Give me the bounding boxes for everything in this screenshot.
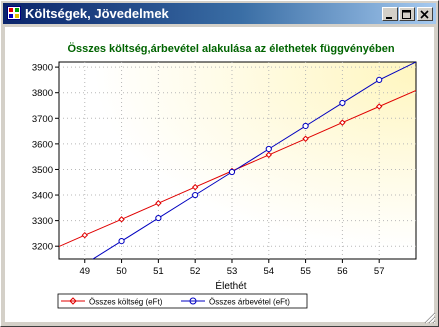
y-tick-label: 3500 bbox=[31, 164, 53, 176]
x-tick-label: 51 bbox=[153, 266, 164, 277]
close-icon bbox=[418, 9, 432, 21]
x-tick-label: 49 bbox=[79, 266, 91, 277]
data-point-revenue bbox=[119, 238, 124, 243]
x-tick-label: 53 bbox=[226, 266, 238, 277]
chart-area bbox=[5, 27, 434, 322]
plot-area bbox=[59, 62, 416, 259]
minimize-button[interactable] bbox=[382, 7, 398, 21]
data-point-revenue bbox=[156, 215, 161, 220]
x-tick-label: 50 bbox=[116, 266, 127, 277]
chart-title: Összes költség,árbevétel alakulása az élethetek függvényében bbox=[67, 43, 395, 55]
y-tick-label: 3700 bbox=[31, 113, 53, 125]
x-tick-label: 57 bbox=[373, 266, 385, 277]
title-bar[interactable] bbox=[3, 3, 436, 24]
minimize-icon bbox=[383, 9, 397, 21]
chart bbox=[5, 27, 434, 322]
window-title: Költségek, Jövedelmek bbox=[25, 6, 169, 21]
y-tick-label: 3600 bbox=[31, 139, 53, 151]
close-button[interactable] bbox=[417, 7, 433, 21]
y-tick-label: 3300 bbox=[31, 216, 53, 228]
data-point-revenue bbox=[303, 123, 308, 128]
data-point-revenue bbox=[193, 192, 198, 197]
legend bbox=[58, 294, 307, 308]
data-point-revenue bbox=[229, 169, 234, 174]
legend-label-revenue: Összes árbevétel (eFt) bbox=[209, 297, 290, 307]
x-axis-label: Élethét bbox=[215, 281, 247, 292]
x-tick-label: 55 bbox=[300, 266, 311, 277]
y-tick-label: 3900 bbox=[31, 62, 53, 74]
app-icon[interactable] bbox=[7, 6, 21, 20]
x-tick-label: 52 bbox=[189, 266, 201, 277]
y-tick-label: 3200 bbox=[31, 241, 53, 253]
resize-grip-icon[interactable] bbox=[424, 312, 436, 324]
maximize-button[interactable] bbox=[399, 7, 415, 21]
data-point-revenue bbox=[377, 77, 382, 82]
data-point-revenue bbox=[266, 146, 271, 151]
y-tick-label: 3800 bbox=[31, 88, 53, 100]
y-tick-label: 3400 bbox=[31, 190, 53, 202]
x-tick-label: 56 bbox=[337, 266, 348, 277]
data-point-revenue bbox=[340, 100, 345, 105]
x-tick-label: 54 bbox=[263, 266, 275, 277]
legend-label-cost: Összes költség (eFt) bbox=[89, 297, 163, 307]
maximize-icon bbox=[400, 9, 414, 21]
